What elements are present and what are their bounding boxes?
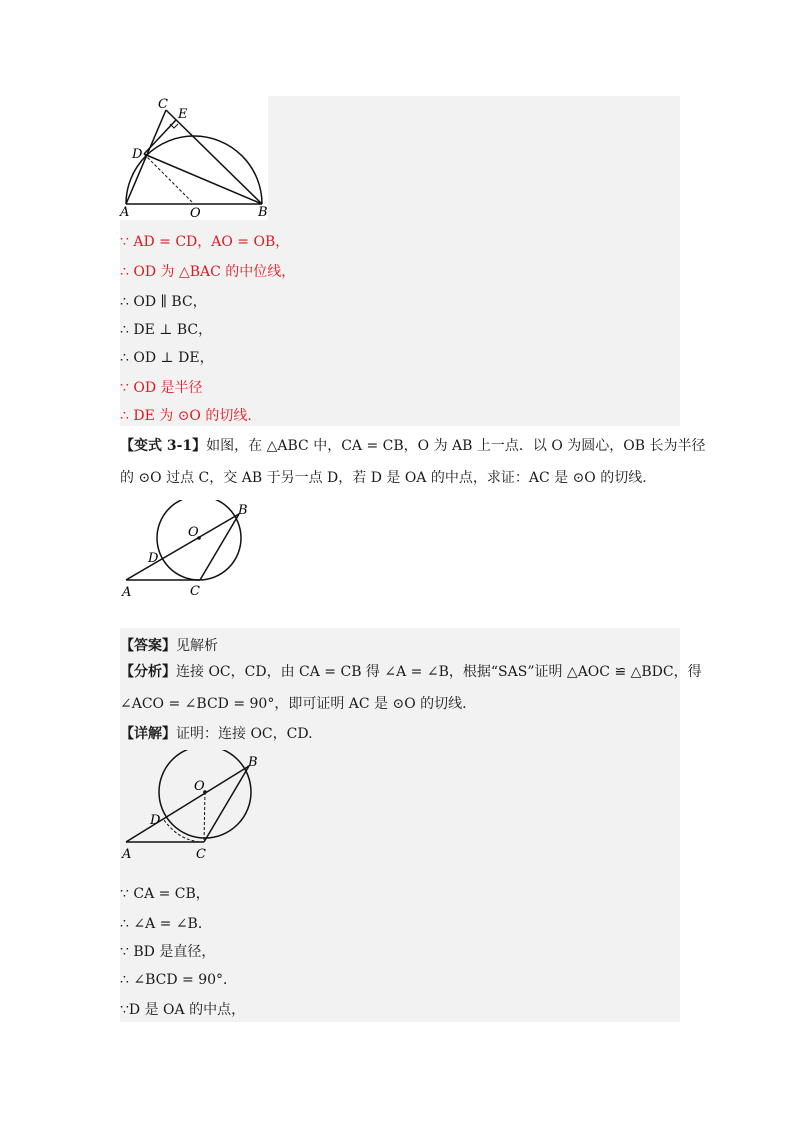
figure-semicircle-tangent (118, 96, 268, 220)
figure-detail-circle (118, 750, 268, 862)
fig3-label-A: A (122, 847, 132, 862)
variant-text-1: 如图，在 △ABC 中，CA = CB，O 为 AB 上一点．以 O 为圆心，OB 长为半径 (206, 438, 706, 454)
fig2-label-B: B (238, 503, 248, 518)
detail-step-2: ∴ ∠A = ∠B． (120, 916, 212, 932)
fig2-label-O: O (188, 525, 199, 540)
solution-line-3: ∴ OD ∥ BC， (120, 294, 207, 310)
fig2-label-D: D (148, 551, 159, 566)
fig3-label-C: C (196, 847, 206, 862)
answer-tag: 【答案】 (120, 638, 176, 654)
detail-step-5: ∵D 是 OA 的中点， (120, 1002, 246, 1018)
fig2-label-C: C (190, 584, 200, 599)
variant-line-1 (120, 436, 705, 456)
analysis-text-2: ∠ACO = ∠BCD = 90°，即可证明 AC 是 ⊙O 的切线. (120, 696, 467, 712)
detail-step-3: ∵ BD 是直径， (120, 944, 216, 960)
detail-line (120, 724, 313, 744)
fig3-label-D: D (150, 813, 161, 828)
analysis-text-1: 连接 OC，CD，由 CA = CB 得 ∠A = ∠B，根据“SAS”证明 △AOC ≌ △BDC，得 (176, 664, 702, 680)
fig1-label-C: C (158, 97, 168, 112)
solution-line-5: ∴ OD ⊥ DE， (120, 350, 214, 366)
fig1-label-D: D (132, 147, 143, 162)
fig3-label-O: O (194, 779, 205, 794)
fig1-label-O: O (190, 206, 201, 220)
detail-step-4: ∴ ∠BCD = 90°． (120, 972, 238, 988)
answer-text: 见解析 (176, 638, 218, 654)
solution-line-2: ∴ OD 为 △BAC 的中位线， (120, 264, 296, 280)
answer-line (120, 636, 218, 656)
fig1-label-B: B (258, 205, 268, 220)
fig1-label-A: A (120, 205, 130, 220)
solution-line-7: ∴ DE 为 ⊙O 的切线. (120, 408, 252, 424)
detail-step-1: ∵ CA = CB， (120, 886, 210, 902)
detail-tag: 【详解】 (120, 726, 176, 742)
analysis-tag: 【分析】 (120, 664, 176, 680)
analysis-line-1 (120, 662, 702, 682)
figure-variant-circle (118, 500, 258, 600)
solution-line-1: ∵ AD = CD，AO = OB， (120, 234, 290, 250)
fig1-label-E: E (178, 107, 188, 122)
solution-line-4: ∴ DE ⊥ BC， (120, 322, 213, 338)
fig3-label-B: B (248, 755, 258, 770)
fig2-label-A: A (122, 585, 132, 600)
variant-text-2: 的 ⊙O 过点 C，交 AB 于另一点 D，若 D 是 OA 的中点，求证：AC 是 ⊙O 的切线. (120, 470, 647, 486)
detail-intro: 证明：连接 OC，CD. (176, 726, 313, 742)
solution-line-6: ∵ OD 是半径 (120, 380, 203, 396)
variant-tag: 【变式 3-1】 (120, 438, 207, 454)
